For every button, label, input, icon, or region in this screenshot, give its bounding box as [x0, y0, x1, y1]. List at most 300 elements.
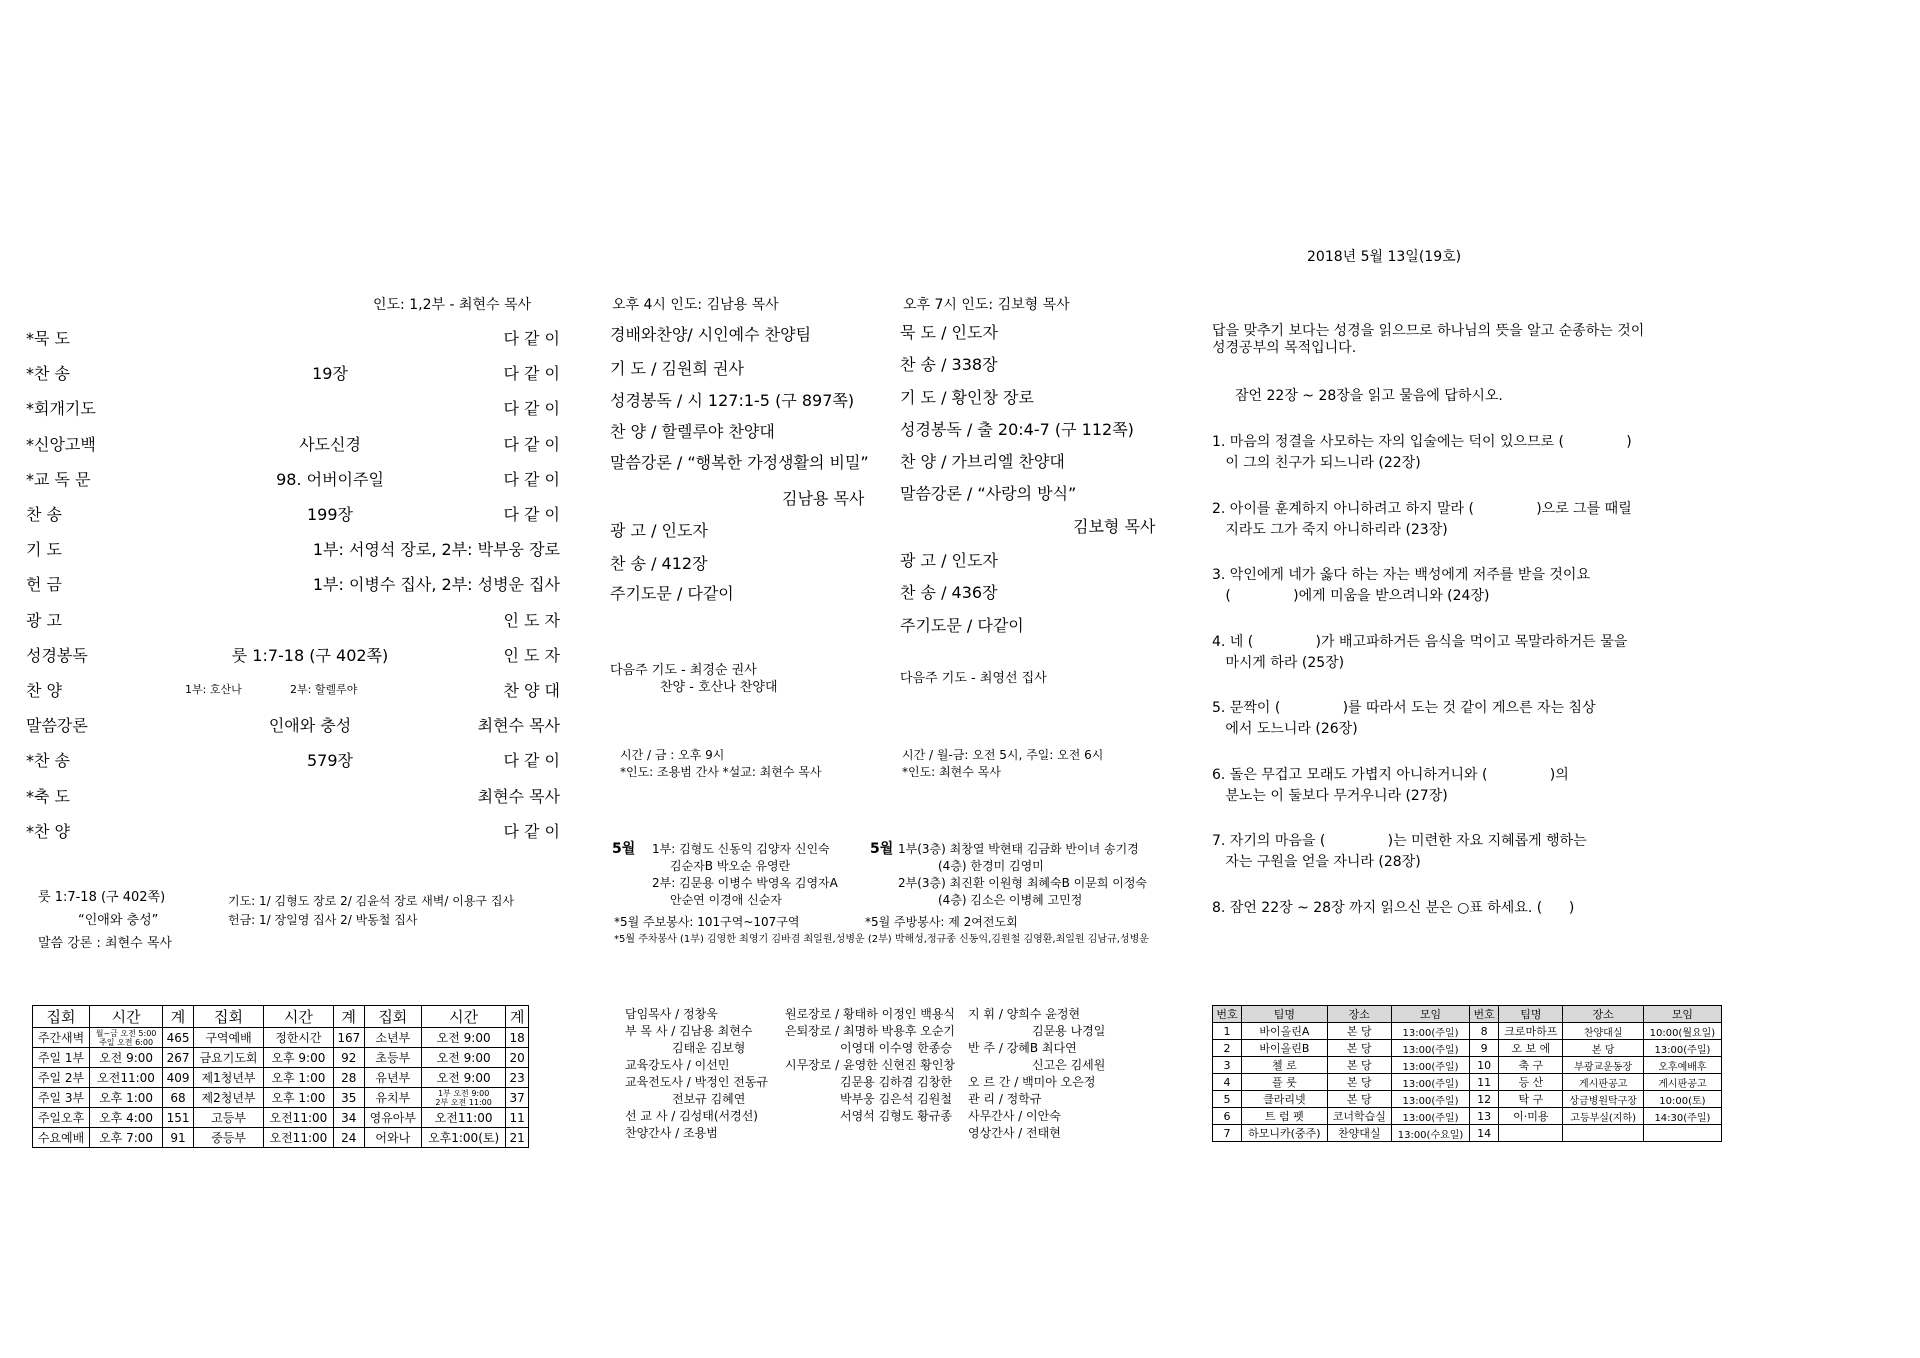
- study-question: [1212, 831, 1587, 873]
- order-item: *축 도: [26, 786, 70, 806]
- table-row: [1213, 1108, 1722, 1125]
- staff-1-5: 교육전도사 / 박정인 전동규: [625, 1075, 768, 1089]
- order-item: 헌 금: [26, 575, 62, 595]
- team-cell: 10:00(토): [1643, 1091, 1721, 1108]
- question-line: 자는 구원을 얻을 자니라 (28장): [1212, 854, 1421, 870]
- order-item: 광 고: [26, 610, 62, 630]
- pm4-line-3: 성경봉독 / 시 127:1-5 (구 897쪽): [610, 391, 855, 410]
- staff-3-6: 관 리 / 정학규: [968, 1092, 1042, 1106]
- attendance-cell: 오후 7:00: [90, 1128, 163, 1148]
- attendance-cell: 151: [163, 1108, 194, 1128]
- parking-service: *5월 주차봉사 (1부) 김영한 최영기 김바겸 최일원,성병운 (2부) 박해성,정규종 신동익,김원철 김영환,최일원 김남규,성병운: [614, 934, 1149, 945]
- staff-1-1: 담임목사 / 정창욱: [625, 1007, 718, 1021]
- study-intro: 답을 맞추기 보다는 성경을 읽으므로 하나님의 뜻을 알고 순종하는 것이: [1212, 323, 1645, 339]
- order-item: 성경봉독: [26, 645, 88, 665]
- choir-part2: 2부: 할렐루야: [290, 683, 358, 696]
- next-sermon-title: “인애와 충성”: [78, 913, 159, 928]
- team-cell: 8: [1470, 1023, 1499, 1040]
- order-item: *찬 양: [26, 821, 70, 841]
- attendance-cell-line: 주일 오전 6:00: [99, 1037, 154, 1047]
- attendance-cell: 24: [333, 1128, 364, 1148]
- question-line: 4. 네 ( )가 배고파하거든 음식을 먹이고 목말라하거든 물을: [1212, 633, 1628, 650]
- order-by: 다 같 이: [503, 399, 560, 419]
- order-by: 인 도 자: [503, 610, 560, 630]
- attendance-cell: 제2청년부: [194, 1088, 264, 1108]
- next-sermon-preacher: 말씀 강론 : 최현수 목사: [38, 936, 172, 951]
- morning-leader: 인도: 1,2부 - 최현수 목사: [373, 297, 532, 313]
- team-cell: 코너학습실: [1327, 1108, 1391, 1125]
- pm4-line-2: 기 도 / 김원희 권사: [610, 359, 744, 378]
- attendance-cell: 고등부: [194, 1108, 264, 1128]
- attendance-cell: 어와나: [364, 1128, 421, 1148]
- attendance-cell: 23: [506, 1068, 529, 1088]
- attendance-cell-line: 월~금 오전 5:00: [95, 1028, 157, 1038]
- attendance-cell: 금요기도회: [194, 1048, 264, 1068]
- pm4-next-praise: 찬양 - 호산나 찬양대: [660, 680, 778, 695]
- team-cell: 10:00(월요일): [1643, 1023, 1721, 1040]
- team-header-cell: 번호: [1213, 1006, 1242, 1023]
- team-header-cell: 번호: [1470, 1006, 1499, 1023]
- question-line: ( )에게 미움을 받으려니와 (24장): [1212, 588, 1490, 604]
- attendance-cell: 오전11:00: [421, 1108, 506, 1128]
- question-line: 마시게 하라 (25장): [1212, 654, 1345, 671]
- friday-time: 시간 / 금 : 오후 9시: [620, 748, 725, 762]
- team-cell: 13:00(주일): [1391, 1074, 1469, 1091]
- order-item: *교 독 문: [26, 469, 91, 489]
- team-cell: 4: [1213, 1074, 1242, 1091]
- order-item: 기 도: [26, 540, 62, 560]
- team-cell: 13:00(주일): [1643, 1040, 1721, 1057]
- pm7-next-prayer: 다음주 기도 - 최영선 집사: [900, 671, 1047, 686]
- order-item: *신앙고백: [26, 434, 96, 454]
- team-cell: 게시판공고: [1643, 1074, 1721, 1091]
- order-row: [20, 740, 560, 775]
- order-by: 다 같 이: [503, 434, 560, 454]
- order-by: 최현수 목사: [477, 786, 560, 806]
- attendance-cell: 주일 1부: [33, 1048, 90, 1068]
- attendance-cell: [421, 1088, 506, 1108]
- team-cell: 13:00(수요일): [1391, 1125, 1469, 1142]
- team-cell: 본 당: [1563, 1040, 1643, 1057]
- attendance-cell: 35: [333, 1088, 364, 1108]
- staff-1-6: 전보규 김혜연: [672, 1092, 746, 1106]
- pm4-line-5: 말씀강론 / “행복한 가정생활의 비밀”: [610, 453, 869, 472]
- order-row: [20, 494, 560, 529]
- attendance-cell: 주일 2부: [33, 1068, 90, 1088]
- team-cell: 9: [1470, 1040, 1499, 1057]
- next-offering: 헌금: 1/ 장일영 집사 2/ 박동철 집사: [228, 913, 418, 927]
- order-row: [20, 705, 560, 740]
- pm4-line-7: 찬 송 / 412장: [610, 554, 708, 573]
- team-cell: [1499, 1125, 1563, 1142]
- team-cell: 찬양대실: [1327, 1125, 1391, 1142]
- order-by: 최현수 목사: [477, 716, 560, 736]
- choir-part1: 1부: 호산나: [185, 683, 242, 696]
- team-cell: 13:00(주일): [1391, 1108, 1469, 1125]
- staff-1-2: 부 목 사 / 김남용 최현수: [625, 1024, 753, 1038]
- question-line: 분노는 이 둘보다 무거우니라 (27장): [1212, 787, 1448, 804]
- team-header-cell: 모임: [1391, 1006, 1469, 1023]
- team-cell: 6: [1213, 1108, 1242, 1125]
- staff-3-7: 사무간사 / 이안숙: [968, 1109, 1061, 1123]
- staff-col-3: [968, 1005, 1105, 1141]
- pm7-line-3: 기 도 / 황인창 장로: [900, 388, 1034, 407]
- table-row: [1213, 1091, 1722, 1108]
- order-row: [20, 424, 560, 459]
- order-item: 말씀강론: [26, 716, 88, 736]
- team-cell: [1563, 1125, 1643, 1142]
- question-line: 지라도 그가 죽지 아니하리라 (23장): [1212, 521, 1448, 538]
- attendance-header-row: [33, 1006, 529, 1028]
- team-header-cell: 모임: [1643, 1006, 1721, 1023]
- order-content: 98. 어버이주일: [276, 469, 384, 489]
- team-cell: 부광교운동장: [1563, 1057, 1643, 1074]
- bulletin-date: 2018년 5월 13일(19호): [1307, 249, 1462, 265]
- table-row: [1213, 1023, 1722, 1040]
- attendance-header-cell: 계: [333, 1006, 364, 1028]
- attendance-cell: 소년부: [364, 1028, 421, 1048]
- attendance-header-cell: 시간: [421, 1006, 506, 1028]
- team-cell: 7: [1213, 1125, 1242, 1142]
- vol-right-1: 1부(3층) 최창열 박현태 김금화 반이녀 송기경: [898, 842, 1139, 856]
- pm7-line-9: 주기도문 / 다같이: [900, 616, 1024, 635]
- pm4-heading: 오후 4시 인도: 김남용 목사: [612, 297, 779, 313]
- friday-leader: *인도: 조용범 간사 *설교: 최현수 목사: [620, 765, 822, 779]
- order-content: 룻 1:7-18 (구 402쪽): [231, 645, 389, 665]
- staff-1-8: 찬양간사 / 조용범: [625, 1126, 718, 1140]
- vol-right-3: 2부(3층) 최진환 이원형 최혜숙B 이문희 이정숙: [898, 876, 1148, 890]
- team-cell: 축 구: [1499, 1057, 1563, 1074]
- pm7-line-7: 광 고 / 인도자: [900, 551, 998, 570]
- attendance-header-cell: 시간: [264, 1006, 334, 1028]
- question-line: 5. 문짝이 ( )를 따라서 도는 것 같이 게으른 자는 침상: [1212, 700, 1596, 716]
- staff-1-7: 선 교 사 / 김성태(서경선): [625, 1109, 758, 1123]
- staff-3-4: 신고은 김세원: [1032, 1058, 1106, 1072]
- dawn-leader: *인도: 최현수 목사: [902, 765, 1001, 779]
- order-by: 다 같 이: [503, 469, 560, 489]
- vol-left-3: 2부: 김문용 이병수 박영옥 김영자A: [652, 876, 838, 890]
- attendance-cell: 267: [163, 1048, 194, 1068]
- team-cell: 5: [1213, 1091, 1242, 1108]
- team-cell: 트 럼 펫: [1242, 1108, 1328, 1125]
- order-row: [20, 811, 560, 846]
- order-by: 다 같 이: [503, 505, 560, 524]
- team-cell: 바이올린A: [1242, 1023, 1328, 1040]
- team-cell: 오후예배후: [1643, 1057, 1721, 1074]
- order-item: *회개기도: [26, 399, 96, 419]
- order-by: 인 도 자: [503, 645, 560, 665]
- order-by: 찬 양 대: [503, 681, 560, 700]
- staff-2-1: 원로장로 / 황태하 이정인 백용식: [785, 1007, 955, 1021]
- team-cell: 클라리넷: [1242, 1091, 1328, 1108]
- staff-col-2: [785, 1005, 955, 1124]
- team-cell: 13:00(주일): [1391, 1040, 1469, 1057]
- vol-left-list: [652, 840, 838, 908]
- order-content: 19장: [312, 364, 348, 384]
- study-instruction: 잠언 22장 ~ 28장을 읽고 물음에 답하시오.: [1235, 388, 1503, 404]
- attendance-header-cell: 집회: [364, 1006, 421, 1028]
- attendance-cell: 제1청년부: [194, 1068, 264, 1088]
- staff-3-5: 오 르 간 / 백미아 오은정: [968, 1075, 1096, 1089]
- team-cell: 13:00(주일): [1391, 1091, 1469, 1108]
- staff-3-2: 김문용 나경일: [1032, 1024, 1106, 1038]
- attendance-cell: 오전11:00: [264, 1128, 334, 1148]
- pm7-line-1: 묵 도 / 인도자: [900, 323, 998, 342]
- table-row: [33, 1108, 529, 1128]
- study-question: [1212, 632, 1627, 674]
- attendance-cell: 주일오후: [33, 1108, 90, 1128]
- order-by: 1부: 서영석 장로, 2부: 박부웅 장로: [312, 540, 560, 560]
- team-cell: 13: [1470, 1108, 1499, 1125]
- team-cell: 12: [1470, 1091, 1499, 1108]
- attendance-cell: 오전11:00: [90, 1068, 163, 1088]
- team-cell: 14:30(주일): [1643, 1108, 1721, 1125]
- order-row: [20, 600, 560, 635]
- team-header-row: [1213, 1006, 1722, 1023]
- order-row: [20, 353, 560, 388]
- pm7-line-5: 찬 양 / 가브리엘 찬양대: [900, 452, 1065, 471]
- attendance-header-cell: 집회: [194, 1006, 264, 1028]
- attendance-header-cell: 집회: [33, 1006, 90, 1028]
- attendance-header-cell: 계: [506, 1006, 529, 1028]
- attendance-cell: 11: [506, 1108, 529, 1128]
- dawn-time: 시간 / 월-금: 오전 5시, 주일: 오전 6시: [902, 748, 1104, 762]
- study-question: [1212, 765, 1569, 807]
- order-by: 1부: 이병수 집사, 2부: 성병운 집사: [312, 575, 560, 595]
- next-scripture: 룻 1:7-18 (구 402쪽): [38, 890, 166, 905]
- order-item: *찬 송: [26, 751, 70, 771]
- team-cell: 10: [1470, 1057, 1499, 1074]
- order-by: 다 같 이: [503, 329, 560, 348]
- team-cell: 14: [1470, 1125, 1499, 1142]
- pm4-preacher: 김남용 목사: [782, 489, 865, 508]
- study-question: [1212, 565, 1590, 607]
- order-row: [20, 318, 560, 353]
- team-header-cell: 팀명: [1242, 1006, 1328, 1023]
- team-cell: 크로마하프: [1499, 1023, 1563, 1040]
- table-row: [33, 1128, 529, 1148]
- attendance-cell: 중등부: [194, 1128, 264, 1148]
- attendance-cell-line: 1부 오전 9:00: [437, 1088, 490, 1098]
- team-table: [1212, 1005, 1722, 1142]
- team-cell: 찬양대실: [1563, 1023, 1643, 1040]
- attendance-cell: 오전11:00: [264, 1108, 334, 1128]
- order-item: *묵 도: [26, 329, 70, 348]
- table-row: [1213, 1125, 1722, 1142]
- pm7-line-4: 성경봉독 / 출 20:4-7 (구 112쪽): [900, 420, 1134, 439]
- question-line: 이 그의 친구가 되느니라 (22장): [1212, 455, 1421, 471]
- team-cell: 오 보 에: [1499, 1040, 1563, 1057]
- pm7-heading: 오후 7시 인도: 김보형 목사: [903, 297, 1070, 313]
- attendance-cell: 구역예배: [194, 1028, 264, 1048]
- pm7-line-2: 찬 송 / 338장: [900, 355, 998, 374]
- team-cell: 11: [1470, 1074, 1499, 1091]
- attendance-cell: 유치부: [364, 1088, 421, 1108]
- attendance-cell: [90, 1028, 163, 1048]
- order-item: 찬 송: [26, 505, 62, 524]
- attendance-cell: 167: [333, 1028, 364, 1048]
- question-line: 6. 돌은 무겁고 모래도 가볍지 아니하거니와 ( )의: [1212, 766, 1569, 783]
- team-cell: 2: [1213, 1040, 1242, 1057]
- attendance-cell: 주간새벽: [33, 1028, 90, 1048]
- attendance-cell: 20: [506, 1048, 529, 1068]
- team-cell: 첼 로: [1242, 1057, 1328, 1074]
- next-prayer: 기도: 1/ 김형도 장로 2/ 김윤석 장로 새벽/ 이용구 집사: [228, 894, 515, 908]
- pm7-line-6: 말씀강론 / “사랑의 방식”: [900, 484, 1077, 503]
- team-cell: 본 당: [1327, 1023, 1391, 1040]
- pm7-line-8: 찬 송 / 436장: [900, 583, 998, 602]
- team-cell: 본 당: [1327, 1057, 1391, 1074]
- vol-left-1: 1부: 김형도 신동익 김양자 신인숙: [652, 842, 830, 856]
- vol-left-2: 김순자B 박오순 유영란: [670, 859, 791, 873]
- pm4-line-8: 주기도문 / 다같이: [610, 584, 734, 603]
- staff-2-5: 김문용 김하겸 김창한: [840, 1075, 952, 1089]
- vol-right-list: [898, 840, 1147, 908]
- study-question: [1212, 499, 1632, 541]
- question-line: 1. 마음의 정결을 사모하는 자의 입술에는 덕이 있으므로 ( ): [1212, 434, 1632, 450]
- team-header-cell: 장소: [1327, 1006, 1391, 1023]
- order-content: 579장: [307, 751, 353, 771]
- study-question: [1212, 698, 1596, 740]
- pm4-line-1: 경배와찬양/ 시인예수 찬양팀: [610, 325, 812, 344]
- team-header-cell: 팀명: [1499, 1006, 1563, 1023]
- question-line: 3. 악인에게 네가 옳다 하는 자는 백성에게 저주를 받을 것이요: [1212, 567, 1590, 583]
- team-cell: 등 산: [1499, 1074, 1563, 1091]
- attendance-cell: 오후 1:00: [90, 1088, 163, 1108]
- bulletin-service: *5월 주보봉사: 101구역~107구역: [614, 915, 800, 929]
- attendance-cell: 수요예배: [33, 1128, 90, 1148]
- team-cell: 고등부실(지하): [1563, 1108, 1643, 1125]
- table-row: [1213, 1040, 1722, 1057]
- team-cell: 상금병원탁구장: [1563, 1091, 1643, 1108]
- attendance-cell: 18: [506, 1028, 529, 1048]
- attendance-cell: 409: [163, 1068, 194, 1088]
- order-row: [20, 388, 560, 423]
- staff-2-7: 서영석 김형도 황규종: [840, 1109, 952, 1123]
- attendance-cell: 유년부: [364, 1068, 421, 1088]
- attendance-cell: 68: [163, 1088, 194, 1108]
- vol-month-left: 5월: [612, 841, 636, 857]
- pm4-line-4: 찬 양 / 할렐루야 찬양대: [610, 422, 775, 441]
- question-line: 2. 아이를 훈계하지 아니하려고 하지 말라 ( )으로 그를 때릴: [1212, 500, 1632, 517]
- attendance-cell: 오전 9:00: [421, 1068, 506, 1088]
- question-line: 에서 도느니라 (26장): [1212, 721, 1358, 737]
- team-header-cell: 장소: [1563, 1006, 1643, 1023]
- team-cell: 하모니카(중주): [1242, 1125, 1328, 1142]
- staff-3-3: 반 주 / 강혜B 최다연: [968, 1041, 1077, 1055]
- vol-month-right: 5월: [870, 841, 894, 857]
- order-item: *찬 송: [26, 364, 70, 384]
- attendance-cell-line: 2부 오전 11:00: [435, 1097, 492, 1107]
- attendance-cell: 28: [333, 1068, 364, 1088]
- team-cell: [1643, 1125, 1721, 1142]
- order-row: [20, 564, 560, 599]
- staff-1-4: 교육강도사 / 이선민: [625, 1058, 730, 1072]
- attendance-cell: 오후 9:00: [264, 1048, 334, 1068]
- attendance-cell: 21: [506, 1128, 529, 1148]
- order-row: [20, 459, 560, 494]
- attendance-header-cell: 계: [163, 1006, 194, 1028]
- study-question: [1212, 898, 1574, 919]
- order-item: 찬 양: [26, 681, 62, 700]
- order-content: 인애와 충성: [268, 716, 352, 736]
- study-intro-2: 성경공부의 목적입니다.: [1212, 340, 1357, 356]
- order-by: 다 같 이: [503, 364, 560, 384]
- order-by: 다 같 이: [503, 821, 560, 841]
- table-row: [1213, 1057, 1722, 1074]
- table-row: [33, 1028, 529, 1048]
- pm7-preacher: 김보형 목사: [1073, 517, 1156, 536]
- staff-col-1: [625, 1005, 768, 1141]
- study-question: [1212, 432, 1632, 474]
- staff-1-3: 김태운 김보형: [672, 1041, 746, 1055]
- vol-left-4: 안순연 이경애 신순자: [670, 893, 782, 907]
- table-row: [33, 1068, 529, 1088]
- team-cell: 게시판공고: [1563, 1074, 1643, 1091]
- team-cell: 본 당: [1327, 1040, 1391, 1057]
- attendance-cell: 92: [333, 1048, 364, 1068]
- staff-2-3: 이영대 이수영 한종승: [840, 1041, 952, 1055]
- attendance-cell: 초등부: [364, 1048, 421, 1068]
- table-row: [1213, 1074, 1722, 1091]
- team-cell: 본 당: [1327, 1074, 1391, 1091]
- attendance-cell: 91: [163, 1128, 194, 1148]
- order-row: [20, 670, 560, 705]
- staff-2-4: 시무장로 / 윤영한 신현진 황인창: [785, 1058, 955, 1072]
- team-cell: 본 당: [1327, 1091, 1391, 1108]
- order-by: 다 같 이: [503, 751, 560, 771]
- question-line: 8. 잠언 22장 ~ 28장 까지 읽으신 분은 ○표 하세요. ( ): [1212, 899, 1575, 916]
- order-content: 199장: [307, 505, 353, 524]
- vol-right-2: (4층) 한경미 김영미: [938, 859, 1044, 873]
- team-cell: 플 룻: [1242, 1074, 1328, 1091]
- team-cell: 3: [1213, 1057, 1242, 1074]
- order-content: 사도신경: [299, 434, 361, 454]
- team-cell: 13:00(주일): [1391, 1023, 1469, 1040]
- vol-right-4: (4층) 김소은 이병혜 고민정: [938, 893, 1083, 907]
- attendance-cell: 465: [163, 1028, 194, 1048]
- attendance-cell: 오전 9:00: [421, 1048, 506, 1068]
- attendance-cell: 주일 3부: [33, 1088, 90, 1108]
- order-row: [20, 635, 560, 670]
- team-cell: 1: [1213, 1023, 1242, 1040]
- attendance-cell: 영유아부: [364, 1108, 421, 1128]
- order-row: [20, 776, 560, 811]
- kitchen-service: *5월 주방봉사: 제 2여전도회: [865, 915, 1018, 929]
- attendance-cell: 34: [333, 1108, 364, 1128]
- attendance-header-cell: 시간: [90, 1006, 163, 1028]
- order-row: [20, 529, 560, 564]
- table-row: [33, 1088, 529, 1108]
- attendance-table: [32, 1005, 529, 1148]
- order-of-worship: [20, 318, 560, 848]
- attendance-cell: 오후1:00(토): [421, 1128, 506, 1148]
- staff-2-6: 박부웅 김은석 김원철: [840, 1092, 952, 1106]
- staff-3-8: 영상간사 / 전태현: [968, 1126, 1061, 1140]
- attendance-cell: 오후 1:00: [264, 1068, 334, 1088]
- attendance-cell: 오후 4:00: [90, 1108, 163, 1128]
- table-row: [33, 1048, 529, 1068]
- team-cell: 13:00(주일): [1391, 1057, 1469, 1074]
- attendance-cell: 정한시간: [264, 1028, 334, 1048]
- attendance-cell: 37: [506, 1088, 529, 1108]
- team-cell: 이·미용: [1499, 1108, 1563, 1125]
- attendance-cell: 오전 9:00: [421, 1028, 506, 1048]
- question-line: 7. 자기의 마음을 ( )는 미련한 자요 지혜롭게 행하는: [1212, 833, 1587, 849]
- pm4-line-6: 광 고 / 인도자: [610, 521, 708, 540]
- staff-3-1: 지 휘 / 양희수 윤정현: [968, 1007, 1081, 1021]
- pm4-next-prayer: 다음주 기도 - 최경순 권사: [610, 663, 757, 678]
